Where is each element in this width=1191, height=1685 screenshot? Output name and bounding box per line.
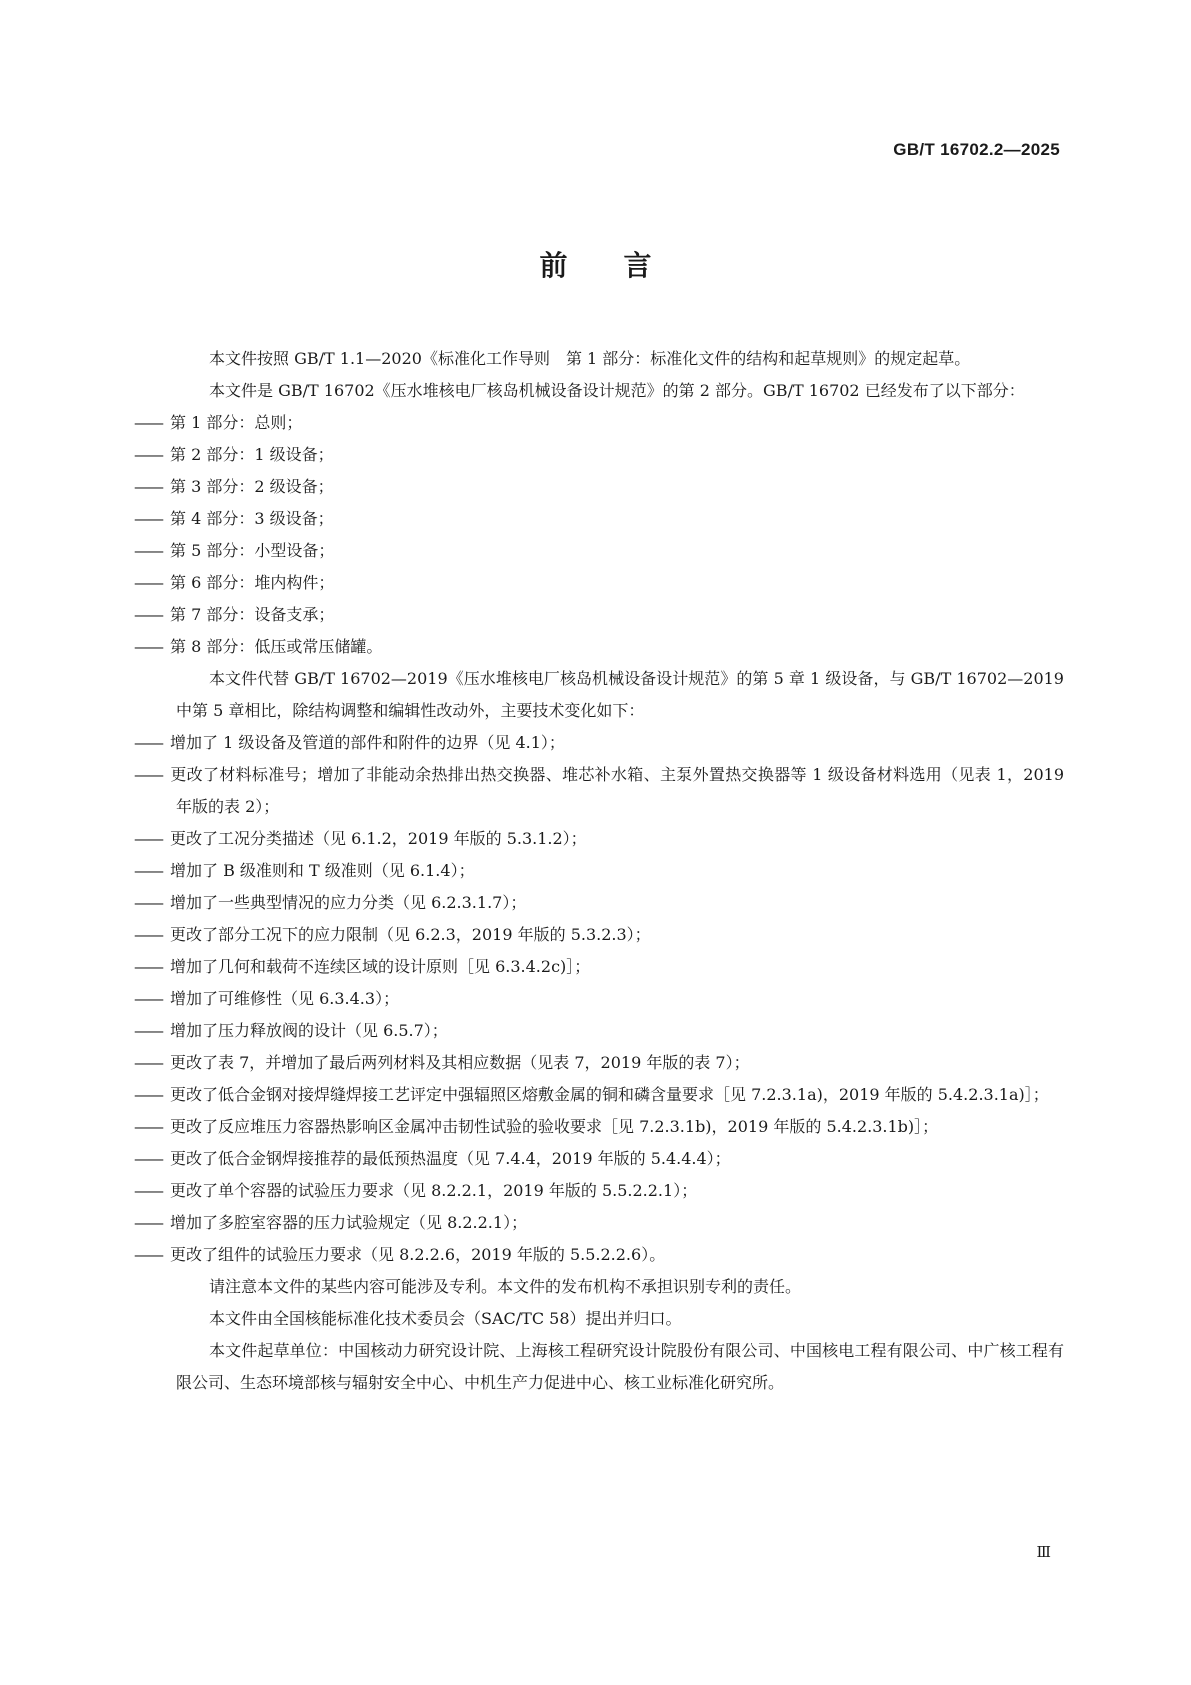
list-item	[134, 503, 1064, 535]
page-title: 前言	[539, 249, 708, 282]
dash-marker: ——	[134, 413, 162, 432]
parts-list	[134, 407, 1064, 663]
list-item	[134, 951, 1064, 983]
paragraph-proposer: 本文件由全国核能标准化技术委员会（SAC/TC 58）提出并归口。	[209, 1309, 682, 1328]
dash-marker: ——	[134, 765, 162, 784]
dash-marker: ——	[134, 1021, 162, 1040]
list-item-text: 第 4 部分：3 级设备；	[170, 509, 334, 528]
changes-list	[134, 727, 1064, 1271]
dash-marker: ——	[134, 445, 162, 464]
list-item	[134, 631, 1064, 663]
list-item-text: 第 7 部分：设备支承；	[170, 605, 335, 624]
dash-marker: ——	[134, 733, 162, 752]
dash-marker: ——	[134, 605, 162, 624]
list-item	[134, 727, 1064, 759]
list-item	[134, 855, 1064, 887]
list-item	[134, 535, 1064, 567]
paragraph-patent-notice: 请注意本文件的某些内容可能涉及专利。本文件的发布机构不承担识别专利的责任。	[209, 1277, 802, 1296]
list-item-text: 增加了 1 级设备及管道的部件和附件的边界（见 4.1）；	[170, 733, 565, 752]
list-item-text: 更改了组件的试验压力要求（见 8.2.2.6，2019 年版的 5.5.2.2.6）。	[170, 1245, 666, 1264]
list-item	[134, 759, 1064, 823]
list-item	[134, 1175, 1064, 1207]
list-item-text: 增加了可维修性（见 6.3.4.3）；	[170, 989, 400, 1008]
list-item	[134, 919, 1064, 951]
list-item-text: 第 1 部分：总则；	[170, 413, 303, 432]
list-item	[134, 599, 1064, 631]
list-item-text: 增加了 B 级准则和 T 级准则（见 6.1.4）；	[170, 861, 475, 880]
dash-marker: ——	[134, 1053, 162, 1072]
list-item	[134, 1239, 1064, 1271]
list-item-text: 第 5 部分：小型设备；	[170, 541, 335, 560]
list-item-text: 第 3 部分：2 级设备；	[170, 477, 334, 496]
paragraph-drafting-basis: 本文件按照 GB/T 1.1—2020《标准化工作导则 第 1 部分：标准化文件的结构和起草规则》的规定起草。	[209, 349, 971, 368]
paragraph-drafting-units: 本文件起草单位：中国核动力研究设计院、上海核工程研究设计院股份有限公司、中国核电工程有限公司、中广核工程有限公司、生态环境部核与辐射安全中心、中机生产力促进中心、核工业标准化研究所。	[176, 1341, 1064, 1392]
list-item-text: 更改了低合金钢焊接推荐的最低预热温度（见 7.4.4，2019 年版的 5.4.4.4）；	[170, 1149, 731, 1168]
list-item-text: 增加了几何和载荷不连续区域的设计原则［见 6.3.4.2c)］；	[170, 957, 591, 976]
list-item-text: 更改了材料标准号；增加了非能动余热排出热交换器、堆芯补水箱、主泵外置热交换器等 1 级设备材料选用（见表 1，2019 年版的表 2）；	[170, 765, 1064, 816]
dash-marker: ——	[134, 573, 162, 592]
list-item	[134, 1111, 1064, 1143]
paragraph-replacement: 本文件代替 GB/T 16702—2019《压水堆核电厂核岛机械设备设计规范》的第 5 章 1 级设备，与 GB/T 16702—2019 中第 5 章相比，除结构调整和编辑性改动外，主要技术变化如下：	[176, 669, 1064, 720]
list-item	[134, 823, 1064, 855]
list-item-text: 更改了部分工况下的应力限制（见 6.2.3，2019 年版的 5.3.2.3）；	[170, 925, 651, 944]
list-item	[134, 1079, 1064, 1111]
dash-marker: ——	[134, 925, 162, 944]
list-item	[134, 1143, 1064, 1175]
document-code: GB/T 16702.2—2025	[893, 140, 1060, 159]
list-item-text: 更改了低合金钢对接焊缝焊接工艺评定中强辐照区熔敷金属的铜和磷含量要求［见 7.2.3.1a)，2019 年版的 5.4.2.3.1a)］；	[170, 1085, 1049, 1104]
dash-marker: ——	[134, 509, 162, 528]
list-item	[134, 1207, 1064, 1239]
foreword-body	[134, 343, 1064, 1399]
list-item	[134, 887, 1064, 919]
dash-marker: ——	[134, 1213, 162, 1232]
list-item-text: 增加了一些典型情况的应力分类（见 6.2.3.1.7）；	[170, 893, 527, 912]
dash-marker: ——	[134, 829, 162, 848]
dash-marker: ——	[134, 1245, 162, 1264]
dash-marker: ——	[134, 957, 162, 976]
list-item	[134, 439, 1064, 471]
dash-marker: ——	[134, 1117, 162, 1136]
list-item-text: 更改了反应堆压力容器热影响区金属冲击韧性试验的验收要求［见 7.2.3.1b)，2019 年版的 5.4.2.3.1b)］；	[170, 1117, 939, 1136]
list-item-text: 第 2 部分：1 级设备；	[170, 445, 334, 464]
dash-marker: ——	[134, 1085, 162, 1104]
list-item	[134, 983, 1064, 1015]
dash-marker: ——	[134, 861, 162, 880]
list-item	[134, 1015, 1064, 1047]
list-item	[134, 471, 1064, 503]
list-item-text: 更改了表 7，并增加了最后两列材料及其相应数据（见表 7，2019 年版的表 7）；	[170, 1053, 750, 1072]
paragraph-series-intro: 本文件是 GB/T 16702《压水堆核电厂核岛机械设备设计规范》的第 2 部分。GB/T 16702 已经发布了以下部分：	[209, 381, 1025, 400]
dash-marker: ——	[134, 989, 162, 1008]
list-item-text: 第 6 部分：堆内构件；	[170, 573, 335, 592]
dash-marker: ——	[134, 477, 162, 496]
dash-marker: ——	[134, 541, 162, 560]
list-item-text: 增加了多腔室容器的压力试验规定（见 8.2.2.1）；	[170, 1213, 528, 1232]
list-item	[134, 567, 1064, 599]
dash-marker: ——	[134, 1149, 162, 1168]
page-number: Ⅲ	[1036, 1543, 1050, 1561]
list-item	[134, 1047, 1064, 1079]
dash-marker: ——	[134, 1181, 162, 1200]
list-item-text: 增加了压力释放阀的设计（见 6.5.7）；	[170, 1021, 448, 1040]
dash-marker: ——	[134, 893, 162, 912]
dash-marker: ——	[134, 637, 162, 656]
list-item-text: 第 8 部分：低压或常压储罐。	[170, 637, 383, 656]
list-item	[134, 407, 1064, 439]
list-item-text: 更改了单个容器的试验压力要求（见 8.2.2.1，2019 年版的 5.5.2.2.1）；	[170, 1181, 698, 1200]
list-item-text: 更改了工况分类描述（见 6.1.2，2019 年版的 5.3.1.2）；	[170, 829, 587, 848]
